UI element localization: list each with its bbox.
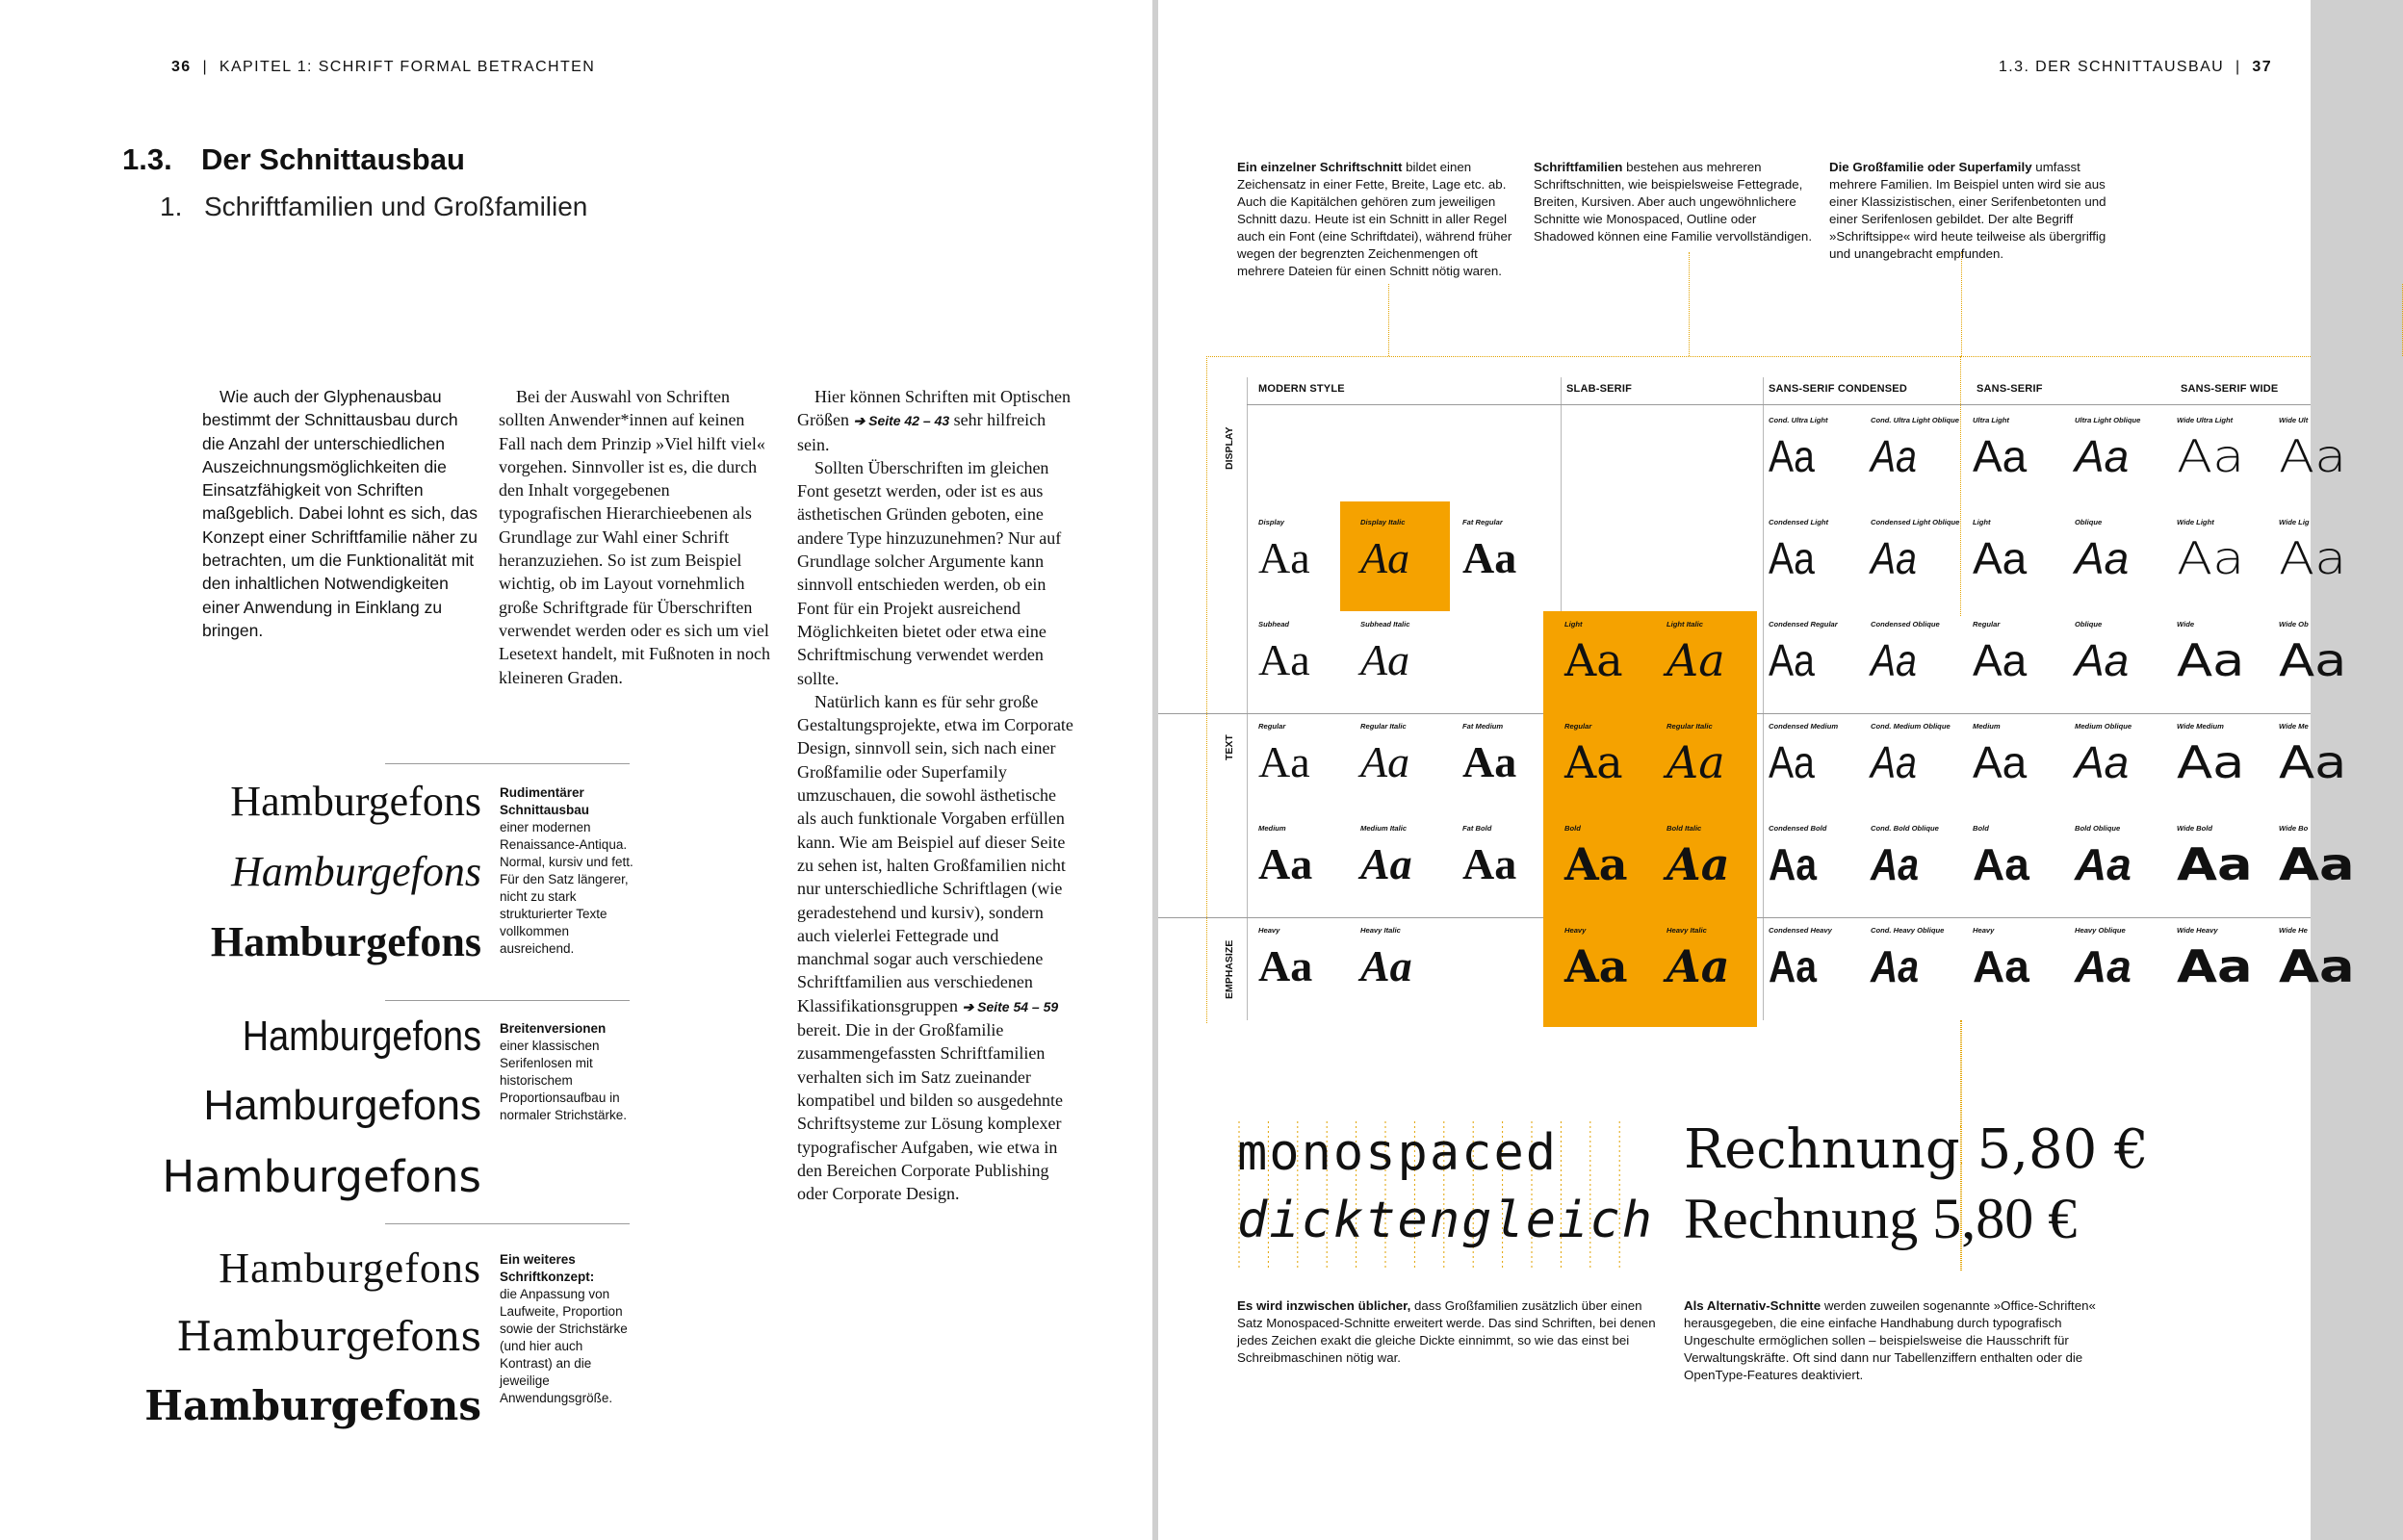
type-cell-label: Fat Bold bbox=[1462, 824, 1492, 833]
type-cell-glyph: Aa bbox=[1258, 533, 1310, 582]
type-cell-glyph: Aa bbox=[2279, 940, 2355, 992]
type-cell-glyph: Aa bbox=[1769, 431, 1815, 481]
type-cell-glyph: Aa bbox=[1871, 941, 1919, 991]
body-column-1: Wie auch der Glyphenausbau bestimmt der Schnittausbau durch die Anzahl der unterschiedlichen Auszeichnungsmöglichkeiten die Einsatzfähigkeit von Schriften maßgeblich. Dabei lohnt es sich, das Konzept einer Schriftfamilie näher zu betrachten, um die Funktionalität mit den inhaltlichen Notwendigkeiten einer Anwendung in Einklang zu bringen. bbox=[202, 387, 478, 640]
monospaced-line-1: monospaced bbox=[1237, 1124, 1559, 1182]
type-cell bbox=[1655, 814, 1751, 909]
body-column-3 bbox=[797, 385, 1074, 1205]
type-cell-label: Heavy bbox=[1258, 926, 1280, 935]
type-cell bbox=[1655, 916, 1751, 1011]
type-cell bbox=[2267, 712, 2364, 807]
type-cell-glyph: Aa bbox=[1462, 839, 1517, 888]
type-cell-glyph: Aa bbox=[1258, 941, 1313, 990]
chapter-title: KAPITEL 1: SCHRIFT FORMAL BETRACHTEN bbox=[219, 59, 596, 75]
divider bbox=[385, 763, 630, 764]
column-header-modern-style: MODERN STYLE bbox=[1258, 383, 1345, 395]
type-cell bbox=[1451, 508, 1547, 603]
type-cell bbox=[1961, 508, 2057, 603]
type-cell-label: Condensed Regular bbox=[1769, 620, 1838, 629]
type-cell bbox=[1349, 610, 1445, 705]
note-monospaced bbox=[1237, 1297, 1661, 1367]
type-cell-label: Medium bbox=[1973, 722, 2001, 731]
type-cell-glyph: Aa bbox=[1462, 533, 1517, 582]
type-cell-glyph: Aa bbox=[1564, 838, 1628, 890]
type-cell-label: Wide Light bbox=[2177, 518, 2214, 526]
type-cell bbox=[1961, 712, 2057, 807]
divider bbox=[385, 1000, 630, 1001]
specimen-display-size: Hamburgefons bbox=[219, 1245, 481, 1292]
note-1-text: einer modernen Renaissance-Antiqua. Normal, kursiv und fett. Für den Satz längerer, nicht zu stark strukturierter Texte vollkommen ausreichend. bbox=[500, 820, 633, 956]
running-head-separator: | bbox=[2235, 59, 2241, 75]
type-cell bbox=[1451, 712, 1547, 807]
type-cell-glyph: Aa bbox=[2177, 532, 2245, 584]
column3-paragraph-1 bbox=[797, 385, 1074, 456]
type-grid bbox=[1158, 0, 2355, 1059]
type-cell-label: Condensed Oblique bbox=[1871, 620, 1940, 629]
type-cell-label: Medium Oblique bbox=[2075, 722, 2132, 731]
type-cell bbox=[1553, 610, 1649, 705]
specimen-bold: Hamburgefons bbox=[210, 918, 481, 965]
subtitle-number: 1. bbox=[160, 192, 183, 221]
type-cell bbox=[1349, 508, 1445, 603]
type-cell-label: Heavy Italic bbox=[1360, 926, 1401, 935]
type-cell-label: Wide Bold bbox=[2177, 824, 2213, 833]
type-cell-label: Heavy bbox=[1973, 926, 1995, 935]
type-cell-label: Wide Lig bbox=[2279, 518, 2310, 526]
type-cell-glyph: Aa bbox=[1973, 431, 2028, 481]
column3-p1-text: Hier können Schriften mit Optischen Größen bbox=[797, 387, 1071, 430]
type-cell-glyph: Aa bbox=[2177, 430, 2245, 482]
type-cell bbox=[1859, 610, 1955, 705]
type-cell-glyph: Aa bbox=[1871, 533, 1917, 583]
type-cell bbox=[1757, 814, 1853, 909]
type-cell bbox=[1757, 508, 1853, 603]
row-label-display: DISPLAY bbox=[1224, 426, 1235, 470]
type-cell-glyph: Aa bbox=[1973, 635, 2028, 685]
type-cell-glyph: Aa bbox=[2279, 532, 2347, 584]
intro-2-title: Schriftfamilien bbox=[1534, 160, 1623, 174]
type-cell-glyph: Aa bbox=[1462, 737, 1517, 786]
type-cell-label: Ultra Light Oblique bbox=[2075, 416, 2141, 424]
type-cell-glyph: Aa bbox=[1769, 533, 1815, 583]
type-cell-label: Regular bbox=[1564, 722, 1592, 731]
column3-p3-text: Natürlich kann es für sehr große Gestaltungsprojekte, etwa im Corporate Design, sinnvoll sein, sich nach einer Großfamilie oder Superfamily umzuschauen, die sowohl ästhetische als auch funktionale Vorgaben erfüllen kann. Wie am Beispiel auf dieser Seite zu sehen ist, halten Großfamilien nicht nur unterschiedliche Schriftlagen (wie geradestehend und kursiv), sondern auch vielerlei Fettegrade und manchmal sogar auch verschiedene Schriftfamilien aus verschiedenen Klassifikationsgruppen bbox=[797, 691, 1073, 1015]
type-cell-label: Cond. Bold Oblique bbox=[1871, 824, 1939, 833]
section-number: 1.3. bbox=[122, 142, 172, 176]
type-cell-glyph: Aa bbox=[1871, 839, 1919, 889]
right-page bbox=[1158, 0, 2355, 1540]
type-cell-label: Wide Me bbox=[2279, 722, 2309, 731]
type-cell bbox=[1961, 916, 2057, 1011]
type-cell-glyph: Aa bbox=[1564, 940, 1628, 992]
type-cell-label: Cond. Ultra Light bbox=[1769, 416, 1828, 424]
type-cell bbox=[1247, 508, 1343, 603]
type-cell-label: Wide Ult bbox=[2279, 416, 2309, 424]
type-cell bbox=[1349, 814, 1445, 909]
type-cell bbox=[2165, 814, 2261, 909]
type-cell-label: Cond. Heavy Oblique bbox=[1871, 926, 1945, 935]
section-title bbox=[122, 142, 465, 177]
subtitle-text: Schriftfamilien und Großfamilien bbox=[204, 192, 588, 221]
type-cell bbox=[1757, 406, 1853, 500]
type-cell bbox=[1247, 712, 1343, 807]
note-monospaced-title: Es wird inzwischen üblicher, bbox=[1237, 1298, 1411, 1313]
intro-2-text: bestehen aus mehreren Schriftschnitten, wie beispielsweise Fettegrade, Breiten, Kursiven. Aber auch ungewöhnlichere Schnitte wie Monospaced, Outline oder Shadowed können eine Familie vervollständigen. bbox=[1534, 160, 1813, 244]
type-cell bbox=[1757, 610, 1853, 705]
running-head-separator: | bbox=[202, 59, 209, 75]
type-cell-glyph: Aa bbox=[2075, 737, 2130, 787]
type-cell bbox=[2063, 814, 2159, 909]
type-cell bbox=[1961, 814, 2057, 909]
note-office-title: Als Alternativ-Schnitte bbox=[1684, 1298, 1822, 1313]
specimen-caption-size: Hamburgefons bbox=[144, 1382, 481, 1429]
note-office-text: werden zuweilen sogenannte »Office-Schriften« herausgegeben, die eine einfache Handhabung durch typografisch Ungeschulte ermöglichen sollen – beispielsweise die Hausschrift für Verwaltungskräfte. Oft sind dann nur Tabellenziffern enthalten oder die OpenType-Features deaktiviert. bbox=[1684, 1298, 2096, 1382]
type-cell-label: Subhead Italic bbox=[1360, 620, 1410, 629]
intro-3-title: Die Großfamilie oder Superfamily bbox=[1829, 160, 2032, 174]
note-2-text: einer klassischen Serifenlosen mit historischem Proportionsaufbau in normaler Strichstärke. bbox=[500, 1039, 628, 1122]
type-cell bbox=[1349, 916, 1445, 1011]
type-cell-glyph: Aa bbox=[1769, 839, 1817, 889]
type-cell bbox=[1859, 814, 1955, 909]
type-cell-glyph: Aa bbox=[1973, 533, 2028, 583]
type-cell bbox=[2267, 916, 2364, 1011]
type-cell-glyph: Aa bbox=[1360, 635, 1410, 684]
type-cell-glyph: Aa bbox=[1769, 941, 1817, 991]
type-cell-label: Wide Bo bbox=[2279, 824, 2309, 833]
type-cell-glyph: Aa bbox=[1871, 737, 1917, 787]
type-cell-glyph: Aa bbox=[1360, 839, 1412, 888]
type-cell bbox=[1859, 406, 1959, 500]
section-subtitle bbox=[160, 192, 587, 222]
specimen-wide: Hamburgefons bbox=[162, 1151, 481, 1202]
type-cell-glyph: Aa bbox=[2279, 634, 2347, 686]
column3-paragraph-2: Sollten Überschriften im gleichen Font gesetzt werden, oder ist es aus ästhetischen Gründen geboten, eine andere Type hinzuzunehmen? Nur auf Grundlage solcher Argumente kann sinnvoll entschieden werden, ob ein Font für ein Projekt ausreichend Möglichkeiten bietet oder etwa eine Schriftmischung verwendet werden sollte. bbox=[797, 457, 1062, 688]
type-cell-glyph: Aa bbox=[1973, 737, 2028, 787]
type-cell bbox=[1553, 916, 1649, 1011]
type-cell-glyph: Aa bbox=[1667, 838, 1730, 890]
type-cell-glyph: Aa bbox=[1667, 940, 1730, 992]
type-cell-label: Wide Ultra Light bbox=[2177, 416, 2234, 424]
type-cell bbox=[1247, 916, 1343, 1011]
type-cell bbox=[2063, 610, 2159, 705]
note-2-title: Breitenversionen bbox=[500, 1021, 607, 1036]
note-1-title: Rudimentärer Schnittausbau bbox=[500, 785, 590, 817]
type-cell-label: Cond. Medium Oblique bbox=[1871, 722, 1951, 731]
specimen-text-size: Hamburgefons bbox=[176, 1313, 481, 1360]
specimen-italic: Hamburgefons bbox=[231, 848, 481, 895]
type-cell-glyph: Aa bbox=[2075, 431, 2130, 481]
type-cell-glyph: Aa bbox=[2279, 430, 2347, 482]
divider bbox=[385, 1223, 630, 1224]
column-header-sans-condensed: SANS-SERIF CONDENSED bbox=[1769, 383, 1907, 395]
type-cell-label: Fat Medium bbox=[1462, 722, 1504, 731]
row-label-text: TEXT bbox=[1224, 734, 1235, 760]
type-cell bbox=[2165, 610, 2261, 705]
type-cell-glyph: Aa bbox=[1258, 839, 1313, 888]
type-cell-glyph: Aa bbox=[2177, 736, 2245, 788]
type-cell-label: Bold Italic bbox=[1667, 824, 1702, 833]
column-header-slab-serif: SLAB-SERIF bbox=[1566, 383, 1632, 395]
type-cell bbox=[1247, 814, 1343, 909]
type-cell-label: Wide Ob bbox=[2279, 620, 2309, 629]
type-cell-glyph: Aa bbox=[1360, 941, 1412, 990]
body-column-2: Bei der Auswahl von Schriften sollten Anwender*innen auf keinen Fall nach dem Prinzip »Viel hilft viel« vorgehen. Sinnvoller ist es, die durch den Inhalt vorgegebenen typografischen Hierarchieebenen als Grundlage zur Wahl einer Schrift heranzuziehen. So ist zum Beispiel wichtig, ob im Layout vornehmlich große Schriftgrade für Überschriften verwendet werden oder es sich um viel Lesetext handelt, mit Fußnoten in noch kleineren Graden. bbox=[499, 387, 770, 687]
type-cell-glyph: Aa bbox=[2075, 533, 2130, 583]
office-line-2: Rechnung 5,80 € bbox=[1684, 1187, 2078, 1250]
type-cell bbox=[2267, 508, 2364, 603]
note-3-text: die Anpassung von Laufweite, Proportion sowie der Strichstärke (und hier auch Kontrast) an die jeweilige Anwendungsgröße. bbox=[500, 1287, 628, 1405]
page-reference-link[interactable]: ➔ Seite 42 – 43 bbox=[853, 413, 950, 429]
type-cell-label: Regular bbox=[1258, 722, 1286, 731]
type-cell-label: Cond. Ultra Light Oblique bbox=[1871, 416, 1959, 424]
intro-3-text: umfasst mehrere Familien. Im Beispiel unten wird sie aus einer Klassizistischen, einer Serifenbetonten und einer Serifenlosen gebildet. Der alte Begriff »Schriftsippe« wird heute teilweise als übergriffig und unangebracht empfunden. bbox=[1829, 160, 2106, 261]
type-cell-label: Regular Italic bbox=[1360, 722, 1407, 731]
type-cell-glyph: Aa bbox=[2279, 838, 2355, 890]
type-cell bbox=[1859, 712, 1955, 807]
type-cell bbox=[1859, 916, 1955, 1011]
type-cell-glyph: Aa bbox=[1564, 634, 1623, 686]
note-monospaced-text: dass Großfamilien zusätzlich über einen Satz Monospaced-Schnitte erweitert werde. Das sind Schriften, bei denen jedes Zeichen exakt die gleiche Dickte einnimmt, so wie das einst bei Schreibmaschinen nötig war. bbox=[1237, 1298, 1656, 1365]
specimen-note-1 bbox=[500, 784, 634, 958]
type-cell-glyph: Aa bbox=[1258, 737, 1310, 786]
type-cell bbox=[1553, 712, 1649, 807]
type-cell-label: Oblique bbox=[2075, 620, 2103, 629]
intro-1-text: bildet einen Zeichensatz in einer Fette, Breite, Lage etc. ab. Auch die Kapitälchen gehören zum jeweiligen Schnitt dazu. Heute ist ein Schnitt in aller Regel auch ein Font (eine Schriftdatei), während früher wegen der begrenzten Zeichenmengen oft mehrere Dateien für einen Schnitt nötig waren. bbox=[1237, 160, 1512, 278]
type-cell-label: Wide Medium bbox=[2177, 722, 2224, 731]
type-cell-glyph: Aa bbox=[2177, 940, 2253, 992]
specimen-regular: Hamburgefons bbox=[230, 778, 481, 825]
type-cell-label: Regular bbox=[1973, 620, 2001, 629]
specimen-condensed: Hamburgefons bbox=[242, 1013, 481, 1060]
type-cell bbox=[1961, 610, 2057, 705]
type-cell-glyph: Aa bbox=[1360, 737, 1410, 786]
type-cell bbox=[1655, 712, 1751, 807]
type-cell-label: Wide bbox=[2177, 620, 2195, 629]
intro-1-title: Ein einzelner Schriftschnitt bbox=[1237, 160, 1403, 174]
column3-paragraph-3 bbox=[797, 690, 1074, 1206]
note-office bbox=[1684, 1297, 2107, 1384]
type-cell-label: Oblique bbox=[2075, 518, 2103, 526]
specimen-note-3 bbox=[500, 1251, 634, 1407]
type-cell-glyph: Aa bbox=[2075, 839, 2132, 889]
type-cell-label: Heavy bbox=[1564, 926, 1587, 935]
running-head-left bbox=[171, 59, 595, 76]
section-title-text: Der Schnittausbau bbox=[201, 142, 465, 176]
type-cell bbox=[2063, 406, 2159, 500]
type-cell-label: Condensed Light bbox=[1769, 518, 1829, 526]
type-cell-glyph: Aa bbox=[1871, 635, 1917, 685]
type-cell-glyph: Aa bbox=[2075, 635, 2130, 685]
type-cell-glyph: Aa bbox=[1258, 635, 1310, 684]
type-cell bbox=[2063, 712, 2159, 807]
type-cell-label: Condensed Bold bbox=[1769, 824, 1827, 833]
type-cell-label: Display bbox=[1258, 518, 1285, 526]
type-cell-label: Medium bbox=[1258, 824, 1286, 833]
type-cell-glyph: Aa bbox=[1769, 635, 1815, 685]
type-cell-label: Condensed Light Oblique bbox=[1871, 518, 1960, 526]
type-cell-label: Condensed Heavy bbox=[1769, 926, 1832, 935]
type-cell bbox=[2165, 406, 2261, 500]
type-cell bbox=[2165, 508, 2261, 603]
type-cell-label: Bold Oblique bbox=[2075, 824, 2121, 833]
type-cell-glyph: Aa bbox=[2075, 941, 2132, 991]
type-cell-label: Condensed Medium bbox=[1769, 722, 1839, 731]
type-cell bbox=[2267, 610, 2364, 705]
type-cell-label: Bold bbox=[1564, 824, 1581, 833]
type-cell bbox=[1757, 916, 1853, 1011]
type-cell bbox=[1553, 814, 1649, 909]
type-cell bbox=[2063, 916, 2159, 1011]
type-cell-glyph: Aa bbox=[2279, 736, 2347, 788]
page-number: 37 bbox=[2252, 59, 2272, 75]
running-head-section: 1.3. DER SCHNITTAUSBAU bbox=[1999, 59, 2225, 75]
type-cell bbox=[2267, 406, 2364, 500]
type-cell bbox=[1757, 712, 1853, 807]
type-cell-label: Wide He bbox=[2279, 926, 2308, 935]
type-cell-label: Light Italic bbox=[1667, 620, 1703, 629]
type-cell-label: Regular Italic bbox=[1667, 722, 1713, 731]
left-page bbox=[0, 0, 1152, 1540]
type-cell bbox=[1247, 610, 1343, 705]
type-cell-glyph: Aa bbox=[1564, 736, 1623, 788]
type-cell bbox=[1961, 406, 2057, 500]
office-line-1: Rechnung 5,80 € bbox=[1684, 1118, 2149, 1181]
specimen-normal-width: Hamburgefons bbox=[203, 1082, 481, 1129]
note-3-title: Ein weiteres Schriftkonzept: bbox=[500, 1252, 595, 1284]
type-cell-glyph: Aa bbox=[2177, 838, 2253, 890]
page-number: 36 bbox=[171, 59, 192, 75]
column3-p1-end: sehr hilfreich sein. bbox=[797, 410, 1046, 454]
type-cell-label: Fat Regular bbox=[1462, 518, 1503, 526]
type-cell-label: Heavy Oblique bbox=[2075, 926, 2126, 935]
specimen-note-2 bbox=[500, 1020, 634, 1124]
type-cell bbox=[2063, 508, 2159, 603]
type-cell-label: Heavy Italic bbox=[1667, 926, 1707, 935]
column-header-sans-serif: SANS-SERIF bbox=[1977, 383, 2043, 395]
type-cell-glyph: Aa bbox=[1973, 941, 2029, 991]
column-header-sans-wide: SANS-SERIF WIDE bbox=[2181, 383, 2279, 395]
type-cell-label: Display Italic bbox=[1360, 518, 1406, 526]
column3-p3-end: bereit. Die in der Großfamilie zusammengefassten Schriftfamilien verhalten sich im Satz zueinander kompatibel und bilden so ausgedehnte Schriftsysteme zur Lösung komplexer typografischer Aufgaben, wie etwa in den Bereichen Corporate Publishing oder Corporate Design. bbox=[797, 1020, 1063, 1204]
type-cell bbox=[2267, 814, 2364, 909]
type-cell-label: Light bbox=[1973, 518, 1991, 526]
type-cell bbox=[2165, 712, 2261, 807]
type-cell-glyph: Aa bbox=[1667, 736, 1725, 788]
type-cell-label: Wide Heavy bbox=[2177, 926, 2218, 935]
type-cell-label: Light bbox=[1564, 620, 1583, 629]
type-cell bbox=[2165, 916, 2261, 1011]
type-cell bbox=[1859, 508, 1960, 603]
type-cell-glyph: Aa bbox=[1667, 634, 1725, 686]
type-cell-glyph: Aa bbox=[1973, 839, 2029, 889]
type-cell-label: Subhead bbox=[1258, 620, 1290, 629]
monospaced-line-2: dicktengleich bbox=[1237, 1192, 1654, 1249]
type-cell-label: Bold bbox=[1973, 824, 1989, 833]
type-cell bbox=[1655, 610, 1751, 705]
type-cell-glyph: Aa bbox=[2177, 634, 2245, 686]
type-cell bbox=[1451, 814, 1547, 909]
row-label-emphasize: EMPHASIZE bbox=[1224, 939, 1235, 999]
type-cell-glyph: Aa bbox=[1871, 431, 1917, 481]
page-reference-link[interactable]: ➔ Seite 54 – 59 bbox=[962, 998, 1059, 1014]
type-cell-glyph: Aa bbox=[1360, 533, 1410, 582]
type-cell-label: Medium Italic bbox=[1360, 824, 1408, 833]
type-cell-glyph: Aa bbox=[1769, 737, 1815, 787]
type-cell-label: Ultra Light bbox=[1973, 416, 2009, 424]
type-cell bbox=[1349, 712, 1445, 807]
